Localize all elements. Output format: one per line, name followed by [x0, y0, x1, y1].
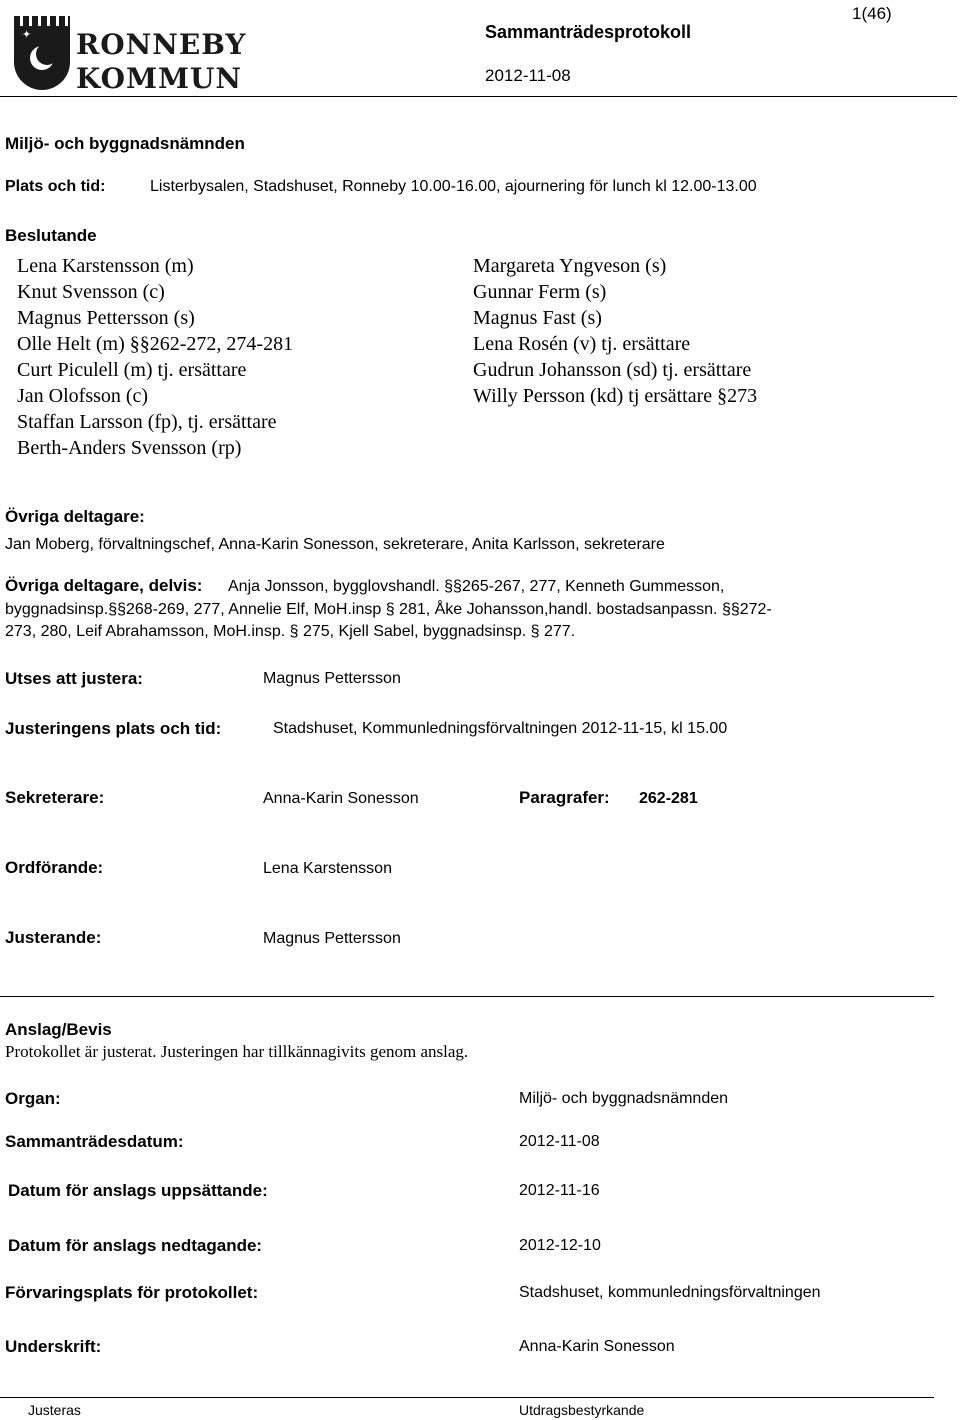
- footer-utdragsbestyrkande: Utdragsbestyrkande: [519, 1402, 645, 1418]
- anslag-title: Anslag/Bevis: [5, 1020, 112, 1039]
- beslutande-label: Beslutande: [5, 226, 97, 245]
- beslutande-right-list: [473, 253, 757, 409]
- member-name: Jan Olofsson (c): [17, 385, 149, 407]
- ovriga-label: Övriga deltagare:: [5, 507, 145, 526]
- place-value: Listerbysalen, Stadshuset, Ronneby 10.00-16.00, ajournering för lunch kl 12.00-13.00: [150, 178, 757, 195]
- member-name: Olle Helt (m) §§262-272, 274-281: [17, 333, 294, 355]
- member-name: Berth-Anders Svensson (rp): [17, 437, 242, 459]
- anslag-text: Protokollet är justerat. Justeringen har tillkännagivits genom anslag.: [5, 1042, 469, 1061]
- ovriga-delvis-line3: 273, 280, Leif Abrahamsson, MoH.insp. § 275, Kjell Sabel, byggnadsinsp. § 277.: [5, 623, 576, 640]
- justering-value: Stadshuset, Kommunledningsförvaltningen 2012-11-15, kl 15.00: [273, 720, 728, 737]
- anslag-divider: [0, 996, 934, 997]
- utses-label: Utses att justera:: [5, 669, 143, 688]
- utses-value: Magnus Pettersson: [263, 670, 401, 687]
- anslag-uppsattande-value: 2012-11-16: [519, 1182, 600, 1199]
- member-name: Staffan Larsson (fp), tj. ersättare: [17, 411, 277, 433]
- organ-value: Miljö- och byggnadsnämnden: [519, 1090, 729, 1107]
- ovriga-delvis-label: Övriga deltagare, delvis:: [5, 576, 203, 595]
- member-name: Gunnar Ferm (s): [473, 281, 607, 303]
- organ-label: Organ:: [5, 1089, 61, 1108]
- justerande-label: Justerande:: [5, 928, 102, 947]
- ordforande-value: Lena Karstensson: [263, 860, 392, 877]
- sekreterare-value: Anna-Karin Sonesson: [263, 790, 419, 807]
- member-name: Willy Persson (kd) tj ersättare §273: [473, 385, 758, 407]
- ovriga-delvis-line2: byggnadsinsp.§§268-269, 277, Annelie Elf, MoH.insp § 281, Åke Johansson,handl. bostadsanpassn. §§272-: [5, 601, 772, 618]
- sekreterare-label: Sekreterare:: [5, 788, 105, 807]
- underskrift-label: Underskrift:: [5, 1337, 102, 1356]
- forvaringsplats-value: Stadshuset, kommunledningsförvaltningen: [519, 1284, 821, 1301]
- member-name: Curt Piculell (m) tj. ersättare: [17, 359, 247, 381]
- anslag-nedtagande-value: 2012-12-10: [519, 1237, 601, 1254]
- sammantradesdatum-label: Sammanträdesdatum:: [5, 1132, 184, 1151]
- ovriga-value: Jan Moberg, förvaltningschef, Anna-Karin Sonesson, sekreterare, Anita Karlsson, sekreterare: [5, 536, 665, 553]
- beslutande-left-list: [17, 253, 293, 461]
- underskrift-value: Anna-Karin Sonesson: [519, 1338, 675, 1355]
- member-name: Margareta Yngveson (s): [473, 255, 667, 277]
- ronneby-kommun-logo: [12, 12, 247, 95]
- paragrafer-label: Paragrafer:: [519, 788, 610, 807]
- footer-divider: [0, 1397, 934, 1398]
- page-number: 1(46): [852, 4, 892, 23]
- coat-of-arms-icon: ✦: [14, 16, 70, 90]
- sammantradesdatum-value: 2012-11-08: [519, 1133, 600, 1150]
- footer-justeras: Justeras: [28, 1402, 81, 1418]
- committee-name: Miljö- och byggnadsnämnden: [5, 134, 245, 153]
- paragrafer-value: 262-281: [639, 790, 698, 807]
- anslag-nedtagande-label: Datum för anslags nedtagande:: [8, 1236, 263, 1255]
- anslag-uppsattande-label: Datum för anslags uppsättande:: [8, 1181, 268, 1200]
- member-name: Magnus Pettersson (s): [17, 307, 195, 329]
- member-name: Magnus Fast (s): [473, 307, 602, 329]
- header-divider: [0, 96, 957, 97]
- justerande-value: Magnus Pettersson: [263, 930, 401, 947]
- member-name: Lena Karstensson (m): [17, 255, 194, 277]
- member-name: Gudrun Johansson (sd) tj. ersättare: [473, 359, 752, 381]
- logo-text-line2: KOMMUN: [76, 62, 242, 95]
- document-title: Sammanträdesprotokoll: [485, 22, 692, 42]
- ovriga-delvis-line1: Anja Jonsson, bygglovshandl. §§265-267, 277, Kenneth Gummesson,: [228, 578, 725, 595]
- justering-label: Justeringens plats och tid:: [5, 719, 222, 738]
- forvaringsplats-label: Förvaringsplats för protokollet:: [5, 1283, 259, 1302]
- member-name: Lena Rosén (v) tj. ersättare: [473, 333, 691, 355]
- document-date: 2012-11-08: [485, 66, 571, 85]
- place-label: Plats och tid:: [5, 178, 106, 195]
- member-name: Knut Svensson (c): [17, 281, 165, 303]
- logo-text-line1: RONNEBY: [76, 28, 247, 61]
- ordforande-label: Ordförande:: [5, 858, 104, 877]
